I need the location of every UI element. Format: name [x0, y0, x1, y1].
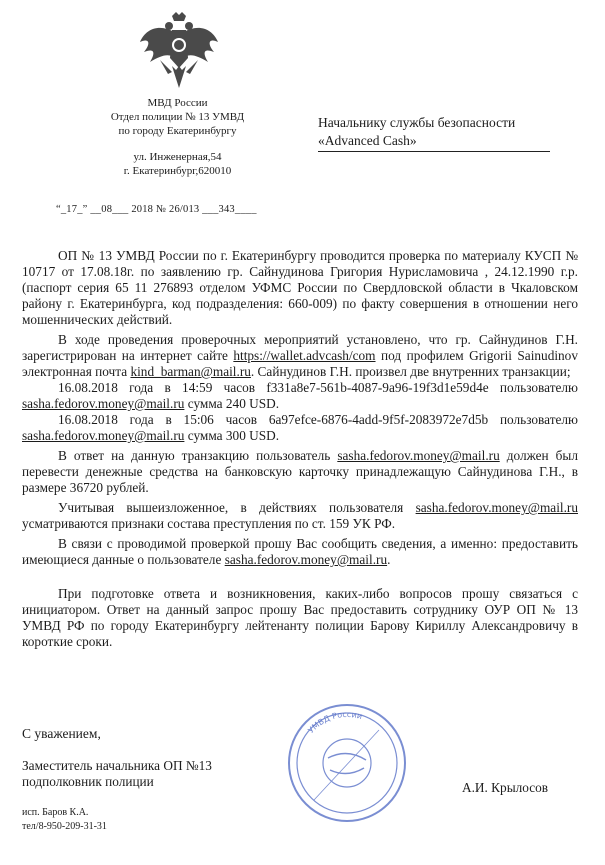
text-segment: . Сайнудинов Г.Н. произвел две внутренних транзакции; — [250, 364, 571, 379]
paragraph-contact: При подготовке ответа и возникновения, каких-либо вопросов прошу связаться с инициатором. Ответ на данный запрос прошу Вас предоставить сотруднику ОУР ОП № 13 УМВД РФ по городу Екатеринбургу лейтенанту полиции Барову Кириллу Александровичу в короткие сроки. — [22, 586, 578, 649]
outgoing-number: “_17_” __08___ 2018 № 26/013 ___343____ — [56, 204, 257, 215]
paragraph-response — [22, 448, 578, 496]
signer-name: А.И. Крылосов — [462, 780, 549, 795]
recipient-block — [318, 114, 550, 152]
text-segment: должен был перевести денежные средства на банковскую карточку принадлежащую Сайнудинова Г.Н., в размере 36720 рублей. — [22, 448, 578, 495]
recipient-underline — [318, 151, 550, 152]
address-line-1: ул. Инженерная,54 — [133, 151, 222, 163]
text-segment: сумма 300 USD. — [184, 428, 280, 443]
sender-block — [60, 96, 295, 178]
closing-regards: С уважением, — [22, 726, 101, 741]
position-line-2: подполковник полиции — [22, 774, 154, 789]
spacer — [22, 572, 578, 586]
text-segment: В ответ на данную транзакцию пользователь — [58, 448, 338, 463]
paragraph-crime — [22, 500, 578, 532]
text-segment: В связи с проводимой проверкой прошу Вас сообщить сведения, а именно: предоставить имеющиеся данные о пользователе — [22, 536, 578, 567]
signer-position — [22, 758, 212, 790]
paragraph-request — [22, 536, 578, 568]
org-line-2: Отдел полиции № 13 УМВД — [110, 111, 245, 123]
text-segment: сумма 240 USD. — [184, 396, 280, 411]
email-link[interactable]: kind_barman@mail.ru — [130, 364, 251, 379]
transaction-1 — [22, 380, 578, 412]
recipient-line-1: Начальнику службы безопасности — [318, 115, 516, 130]
email-link[interactable]: sasha.fedorov.money@mail.ru — [224, 552, 388, 567]
paragraph-findings — [22, 332, 578, 380]
paragraph-check: ОП № 13 УМВД России по г. Екатеринбургу проводится проверка по материалу КУСП № 10717 от 17.08.18г. по заявлению гр. Сайнудинова Григория Нурисламовича , 24.12.1990 г.р. (паспорт серия 65 11 276893 отделом УФМС России по Свердловской области в Чкаловском району г. Екатеринбурга, код подразделения: 660-009) по факту совершения в отношении него мошеннических действий. — [22, 248, 578, 327]
executor-phone: тел/8-950-209-31-31 — [22, 821, 107, 832]
address-line-2: г. Екатеринбург,620010 — [123, 165, 232, 177]
org-line-1: МВД России — [147, 97, 208, 109]
transaction-2 — [22, 412, 578, 444]
text-segment: усматриваются признаки состава преступления по ст. 159 УК РФ. — [22, 516, 396, 531]
text-segment: В ходе проведения проверочных мероприятий установлено, что гр. Сайнудинов Г.Н. зарегистрирован на интернет сайте — [22, 332, 578, 363]
recipient-line-2: «Advanced Cash» — [318, 133, 417, 148]
org-line-3: по городу Екатеринбургу — [118, 125, 237, 137]
wallet-link[interactable]: https://wallet.advcash/com — [233, 348, 376, 363]
official-stamp-icon — [284, 700, 410, 826]
email-link[interactable]: sasha.fedorov.money@mail.ru — [22, 428, 185, 443]
text-segment: под профилем Grigorii Sainudinov электронная почта — [22, 348, 578, 379]
letter-body — [22, 248, 578, 654]
text-segment: 16.08.2018 года в 15:06 часов 6a97efce-6876-4add-9f5f-2083972e7d5b пользователю — [58, 412, 578, 427]
email-link[interactable]: sasha.fedorov.money@mail.ru — [415, 500, 578, 515]
stamp-text: УМВД России — [306, 709, 364, 735]
email-link[interactable]: sasha.fedorov.money@mail.ru — [22, 396, 185, 411]
executor-name: исп. Баров К.А. — [22, 807, 89, 818]
mvd-emblem-icon — [138, 12, 220, 96]
text-segment: 16.08.2018 года в 14:59 часов f331a8e7-561b-4087-9a96-19f3d1e59d4e пользователю — [58, 380, 578, 395]
text-segment: . — [387, 552, 391, 567]
text-segment: Учитывая вышеизложенное, в действиях пользователя — [58, 500, 416, 515]
position-line-1: Заместитель начальника ОП №13 — [22, 758, 212, 773]
executor-block — [22, 806, 107, 834]
email-link[interactable]: sasha.fedorov.money@mail.ru — [337, 448, 500, 463]
